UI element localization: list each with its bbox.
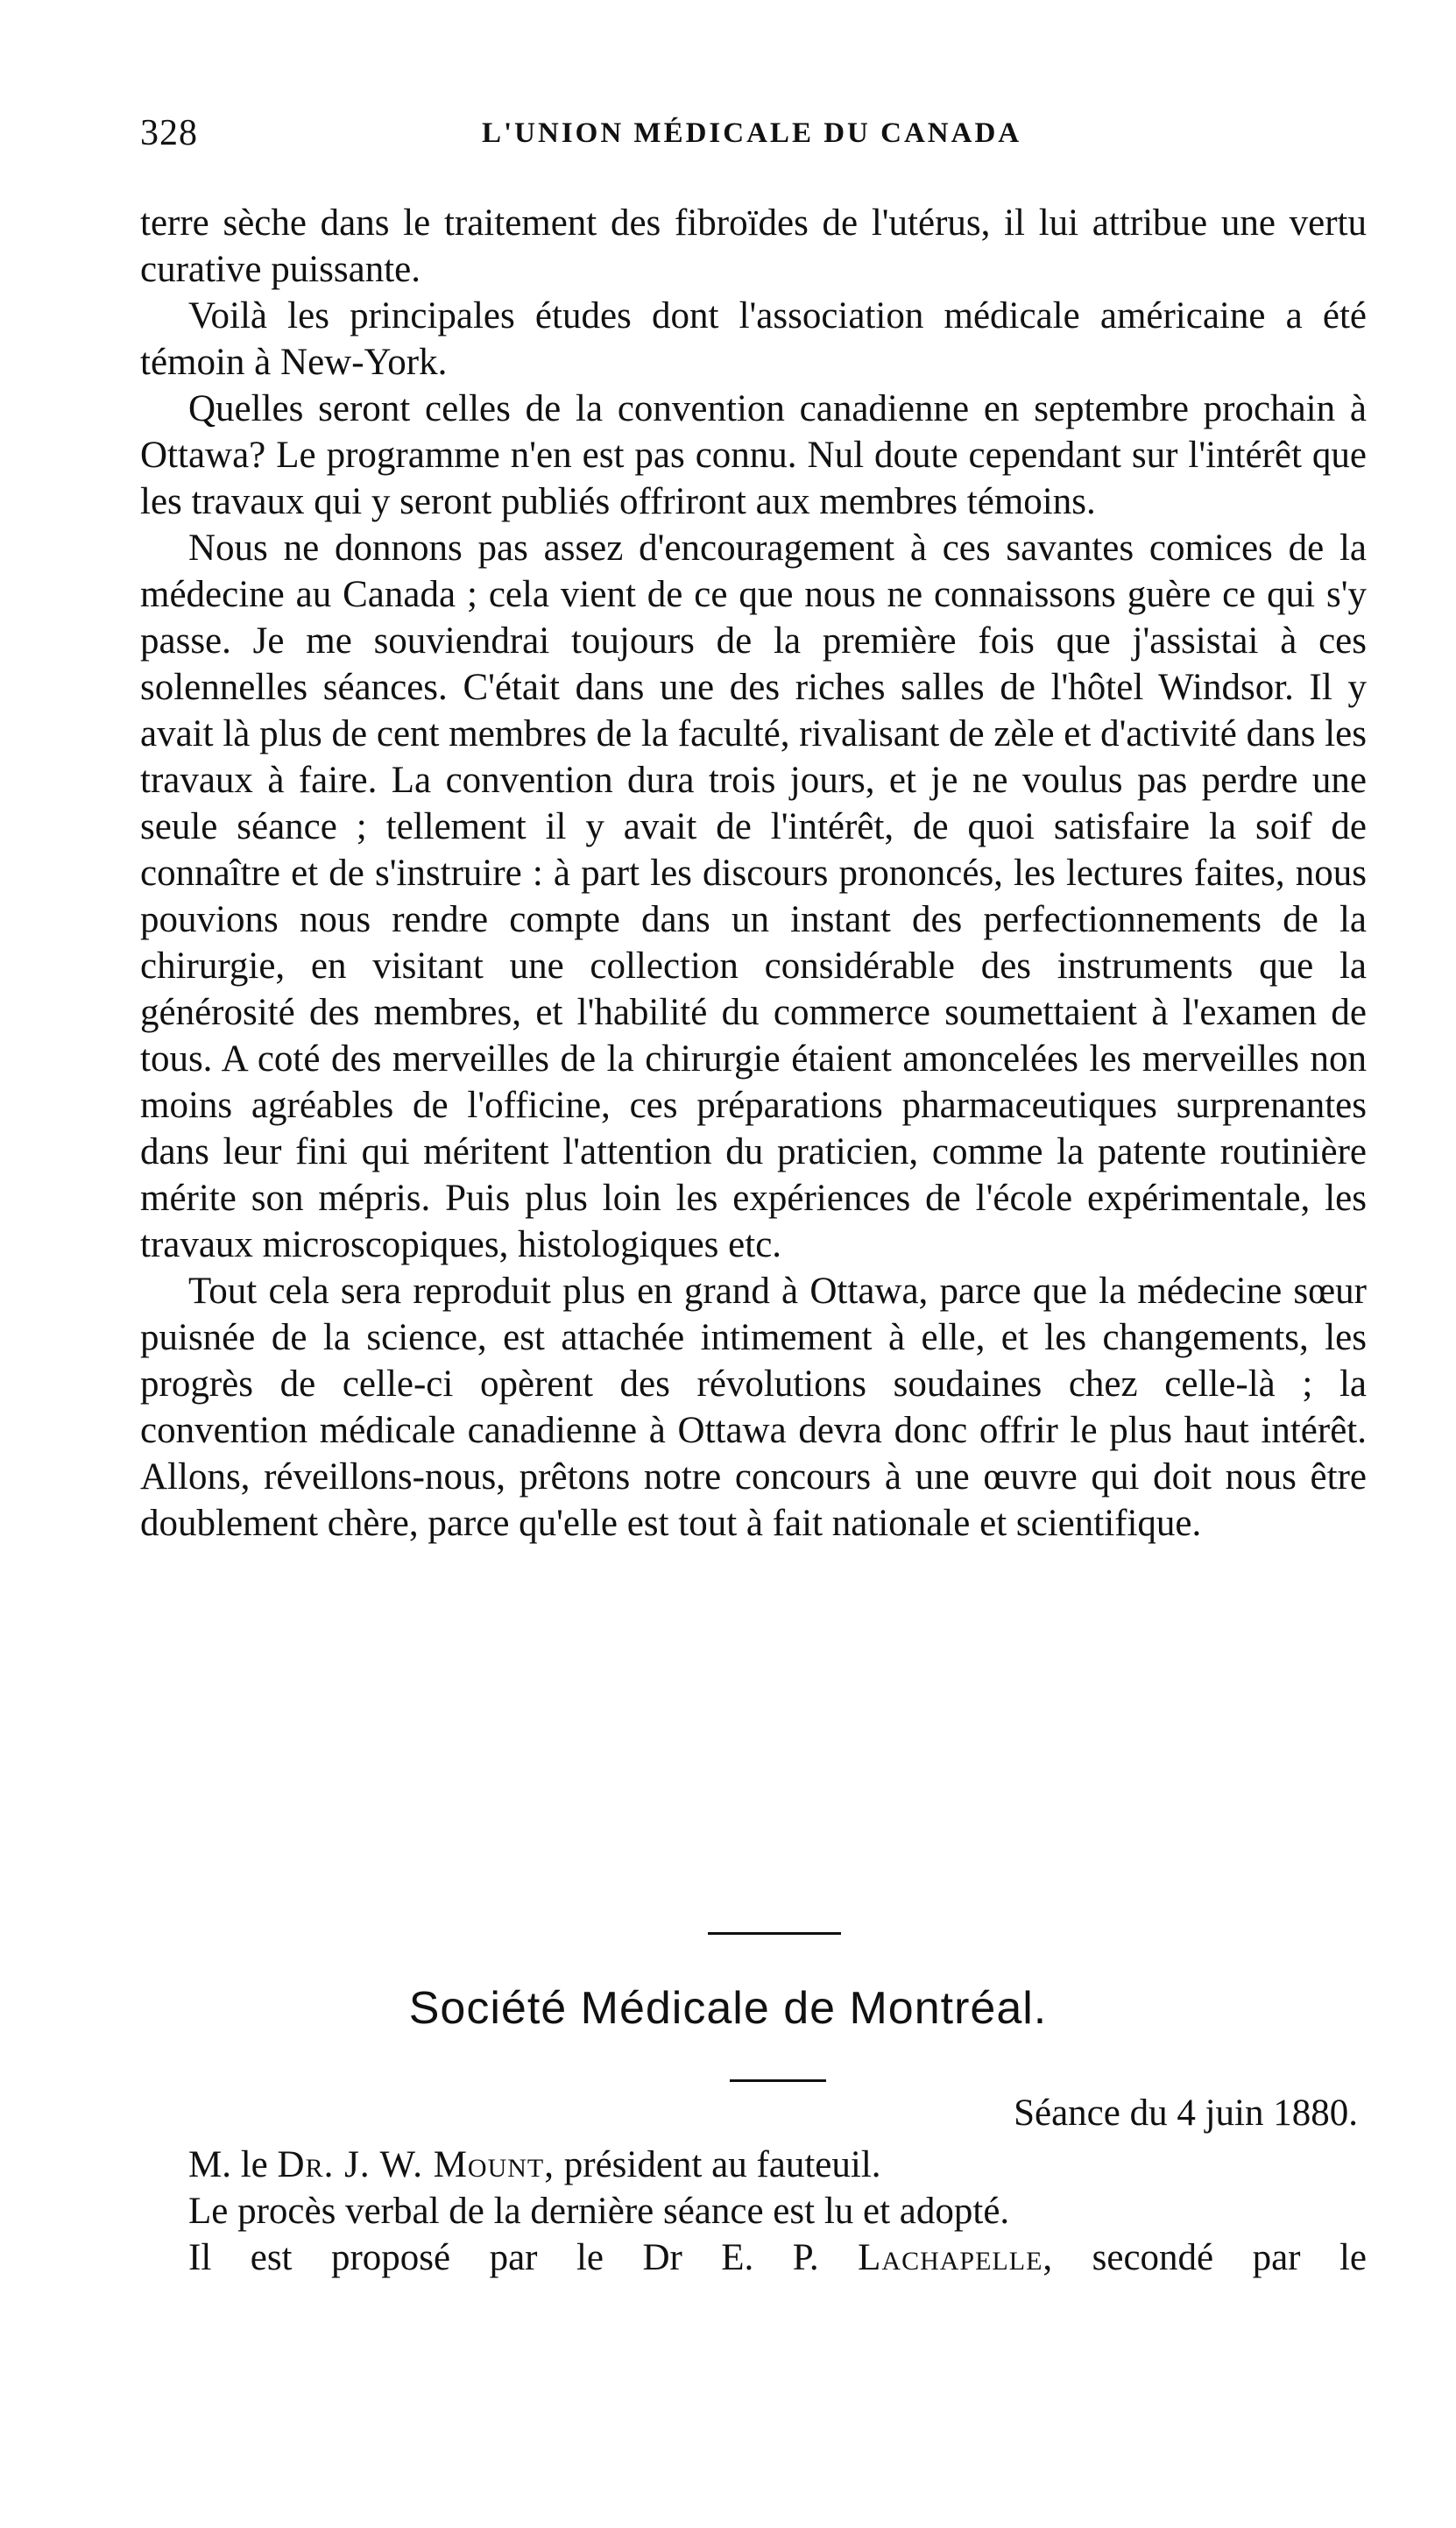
section-divider-bottom [730, 2079, 826, 2082]
paragraph-3: Quelles seront celles de la convention canadienne en septembre prochain à Ottawa? Le programme n'en est pas connu. Nul doute cependant sur l'intérêt que les travaux qui y seront publiés offriront aux membres témoins. [140, 388, 1367, 522]
minutes-line-3 [140, 2234, 1367, 2281]
page-number: 328 [140, 113, 198, 153]
paragraph-5: Tout cela sera reproduit plus en grand à Ottawa, parce que la médecine sœur puisnée de la science, est attachée intimement à elle, et les changements, les progrès de celle-ci opèrent des révolutions soudaines chez celle-là ; la convention médicale canadienne à Ottawa devra donc offrir le plus haut intérêt. Allons, réveillons-nous, prêtons notre concours à une œuvre qui doit nous être doublement chère, parce qu'elle est tout à fait nationale et scientifique. [140, 1271, 1367, 1544]
page-header [140, 112, 1367, 165]
minutes-line-2: Le procès verbal de la dernière séance est lu et adopté. [188, 2191, 1010, 2232]
minutes-line-3-prefix: Il est proposé par le Dr E. P. [188, 2237, 859, 2278]
paragraph-1: terre sèche dans le traitement des fibroïdes de l'utérus, il lui attribue une vertu curative puissante. [140, 202, 1367, 290]
president-name: Dr. J. W. Mount, [277, 2144, 555, 2185]
minutes-line-1-suffix: président au fauteuil. [555, 2144, 881, 2185]
running-head: L'UNION MÉDICALE DU CANADA [482, 117, 1022, 149]
paragraph-4: Nous ne donnons pas assez d'encouragement à ces savantes comices de la médecine au Canada ; cela vient de ce que nous ne connaissons guère ce qui s'y passe. Je me souviendrai toujours de la première fois que j'assistai à ces solennelles séances. C'était dans une des riches salles de l'hôtel Windsor. Il y avait là plus de cent membres de la faculté, rivalisant de zèle et d'activité dans les travaux à faire. La convention dura trois jours, et je ne voulus pas perdre une seule séance ; tellement il y avait de l'intérêt, de quoi satisfaire la soif de connaître et de s'instruire : à part les discours prononcés, les lectures faites, nous pouvions nous rendre compte dans un instant des perfectionnements de la chirurgie, en visitant une collection considérable des instruments que la générosité des membres, et l'habilité du commerce soumettaient à l'examen de tous. A coté des merveilles de la chirurgie étaient amoncelées les merveilles non moins agréables de l'officine, ces préparations pharmaceutiques surprenantes dans leur fini qui méritent l'attention du praticien, comme la patente routinière mérite son mépris. Puis plus loin les expériences de l'école expérimentale, les travaux microscopiques, histologiques etc. [140, 528, 1367, 1265]
minutes-line-1 [140, 2142, 1367, 2188]
minutes-line-3-suffix: secondé par le [1053, 2237, 1367, 2278]
article-body [140, 200, 1367, 1547]
paragraph-2: Voilà les principales études dont l'association médicale américaine a été témoin à New-York. [140, 295, 1367, 383]
minutes-line-1-prefix: M. le [188, 2144, 278, 2185]
section-divider-top [708, 1932, 841, 1935]
meeting-date: Séance du 4 juin 1880. [1014, 2093, 1358, 2134]
proposer-name: Lachapelle, [858, 2237, 1054, 2278]
section-title: Société Médicale de Montréal. [408, 1983, 1048, 2034]
meeting-minutes [140, 2090, 1367, 2281]
